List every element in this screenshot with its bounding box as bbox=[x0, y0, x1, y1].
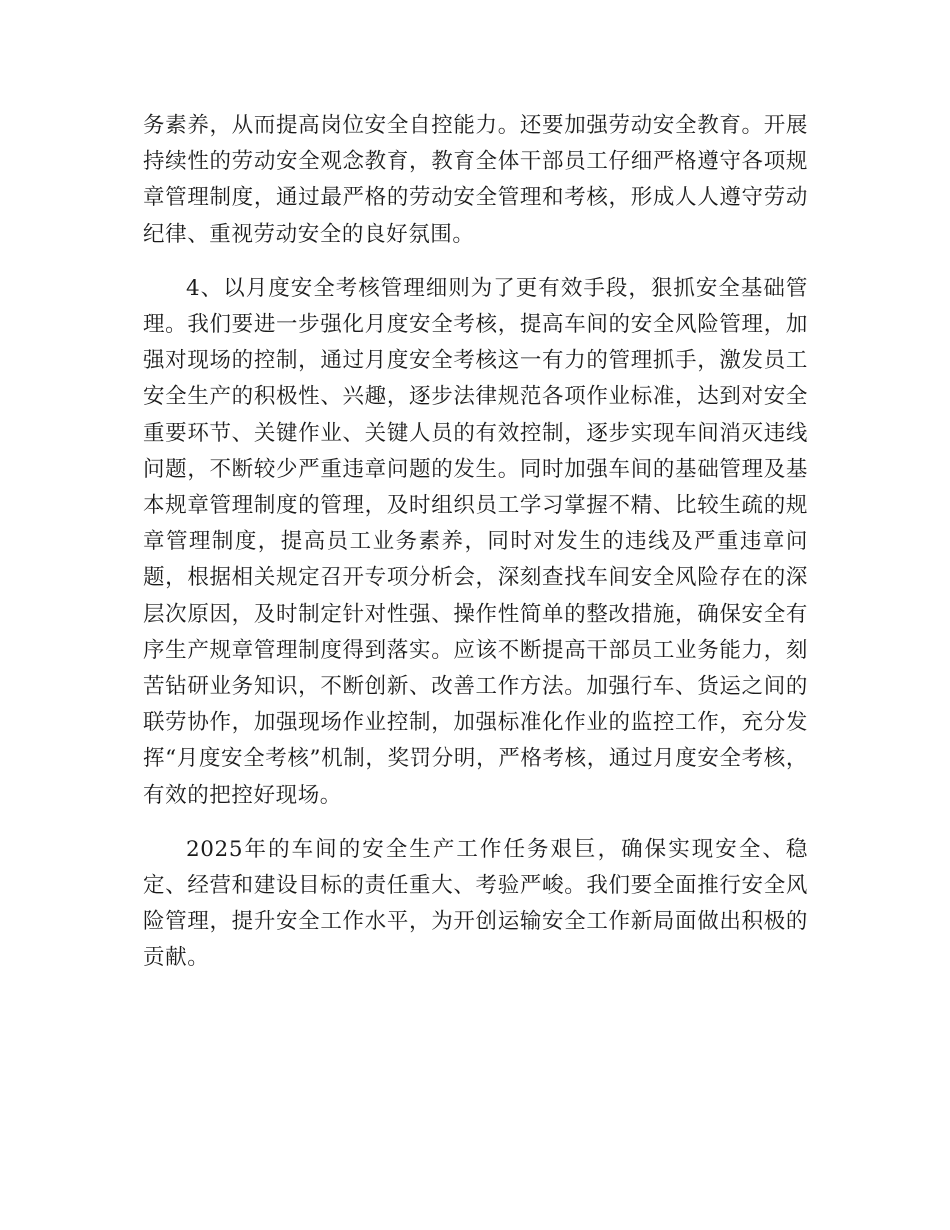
paragraph-continuation: 务素养，从而提高岗位安全自控能力。还要加强劳动安全教育。开展持续性的劳动安全观念教育，教育全体干部员工仔细严格遵守各项规章管理制度，通过最严格的劳动安全管理和考核，形成人人遵守劳动纪律、重视劳动安全的良好氛围。 bbox=[143, 113, 808, 247]
paragraph-monthly-safety-assessment: 4、以月度安全考核管理细则为了更有效手段，狠抓安全基础管理。我们要进一步强化月度安全考核，提高车间的安全风险管理，加强对现场的控制，通过月度安全考核这一有力的管理抓手，激发员工安全生产的积极性、兴趣，逐步法律规范各项作业标准，达到对安全重要环节、关键作业、关键人员的有效控制，逐步实现车间消灭违线问题，不断较少严重违章问题的发生。同时加强车间的基础管理及基本规章管理制度的管理，及时组织员工学习掌握不精、比较生疏的规章管理制度，提高员工业务素养，同时对发生的违线及严重违章问题，根据相关规定召开专项分析会，深刻查找车间安全风险存在的深层次原因，及时制定针对性强、操作性简单的整改措施，确保安全有序生产规章管理制度得到落实。应该不断提高干部员工业务能力，刻苦钻研业务知识，不断创新、改善工作方法。加强行车、货运之间的联劳协作，加强现场作业控制，加强标准化作业的监控工作，充分发挥“月度安全考核”机制，奖罚分明，严格考核，通过月度安全考核，有效的把控好现场。 bbox=[143, 275, 808, 808]
paragraph-conclusion: 2025年的车间的安全生产工作任务艰巨，确保实现安全、稳定、经营和建设目标的责任重大、考验严峻。我们要全面推行安全风险管理，提升安全工作水平，为开创运输安全工作新局面做出积极的贡献。 bbox=[143, 836, 808, 971]
document-body bbox=[143, 108, 808, 995]
